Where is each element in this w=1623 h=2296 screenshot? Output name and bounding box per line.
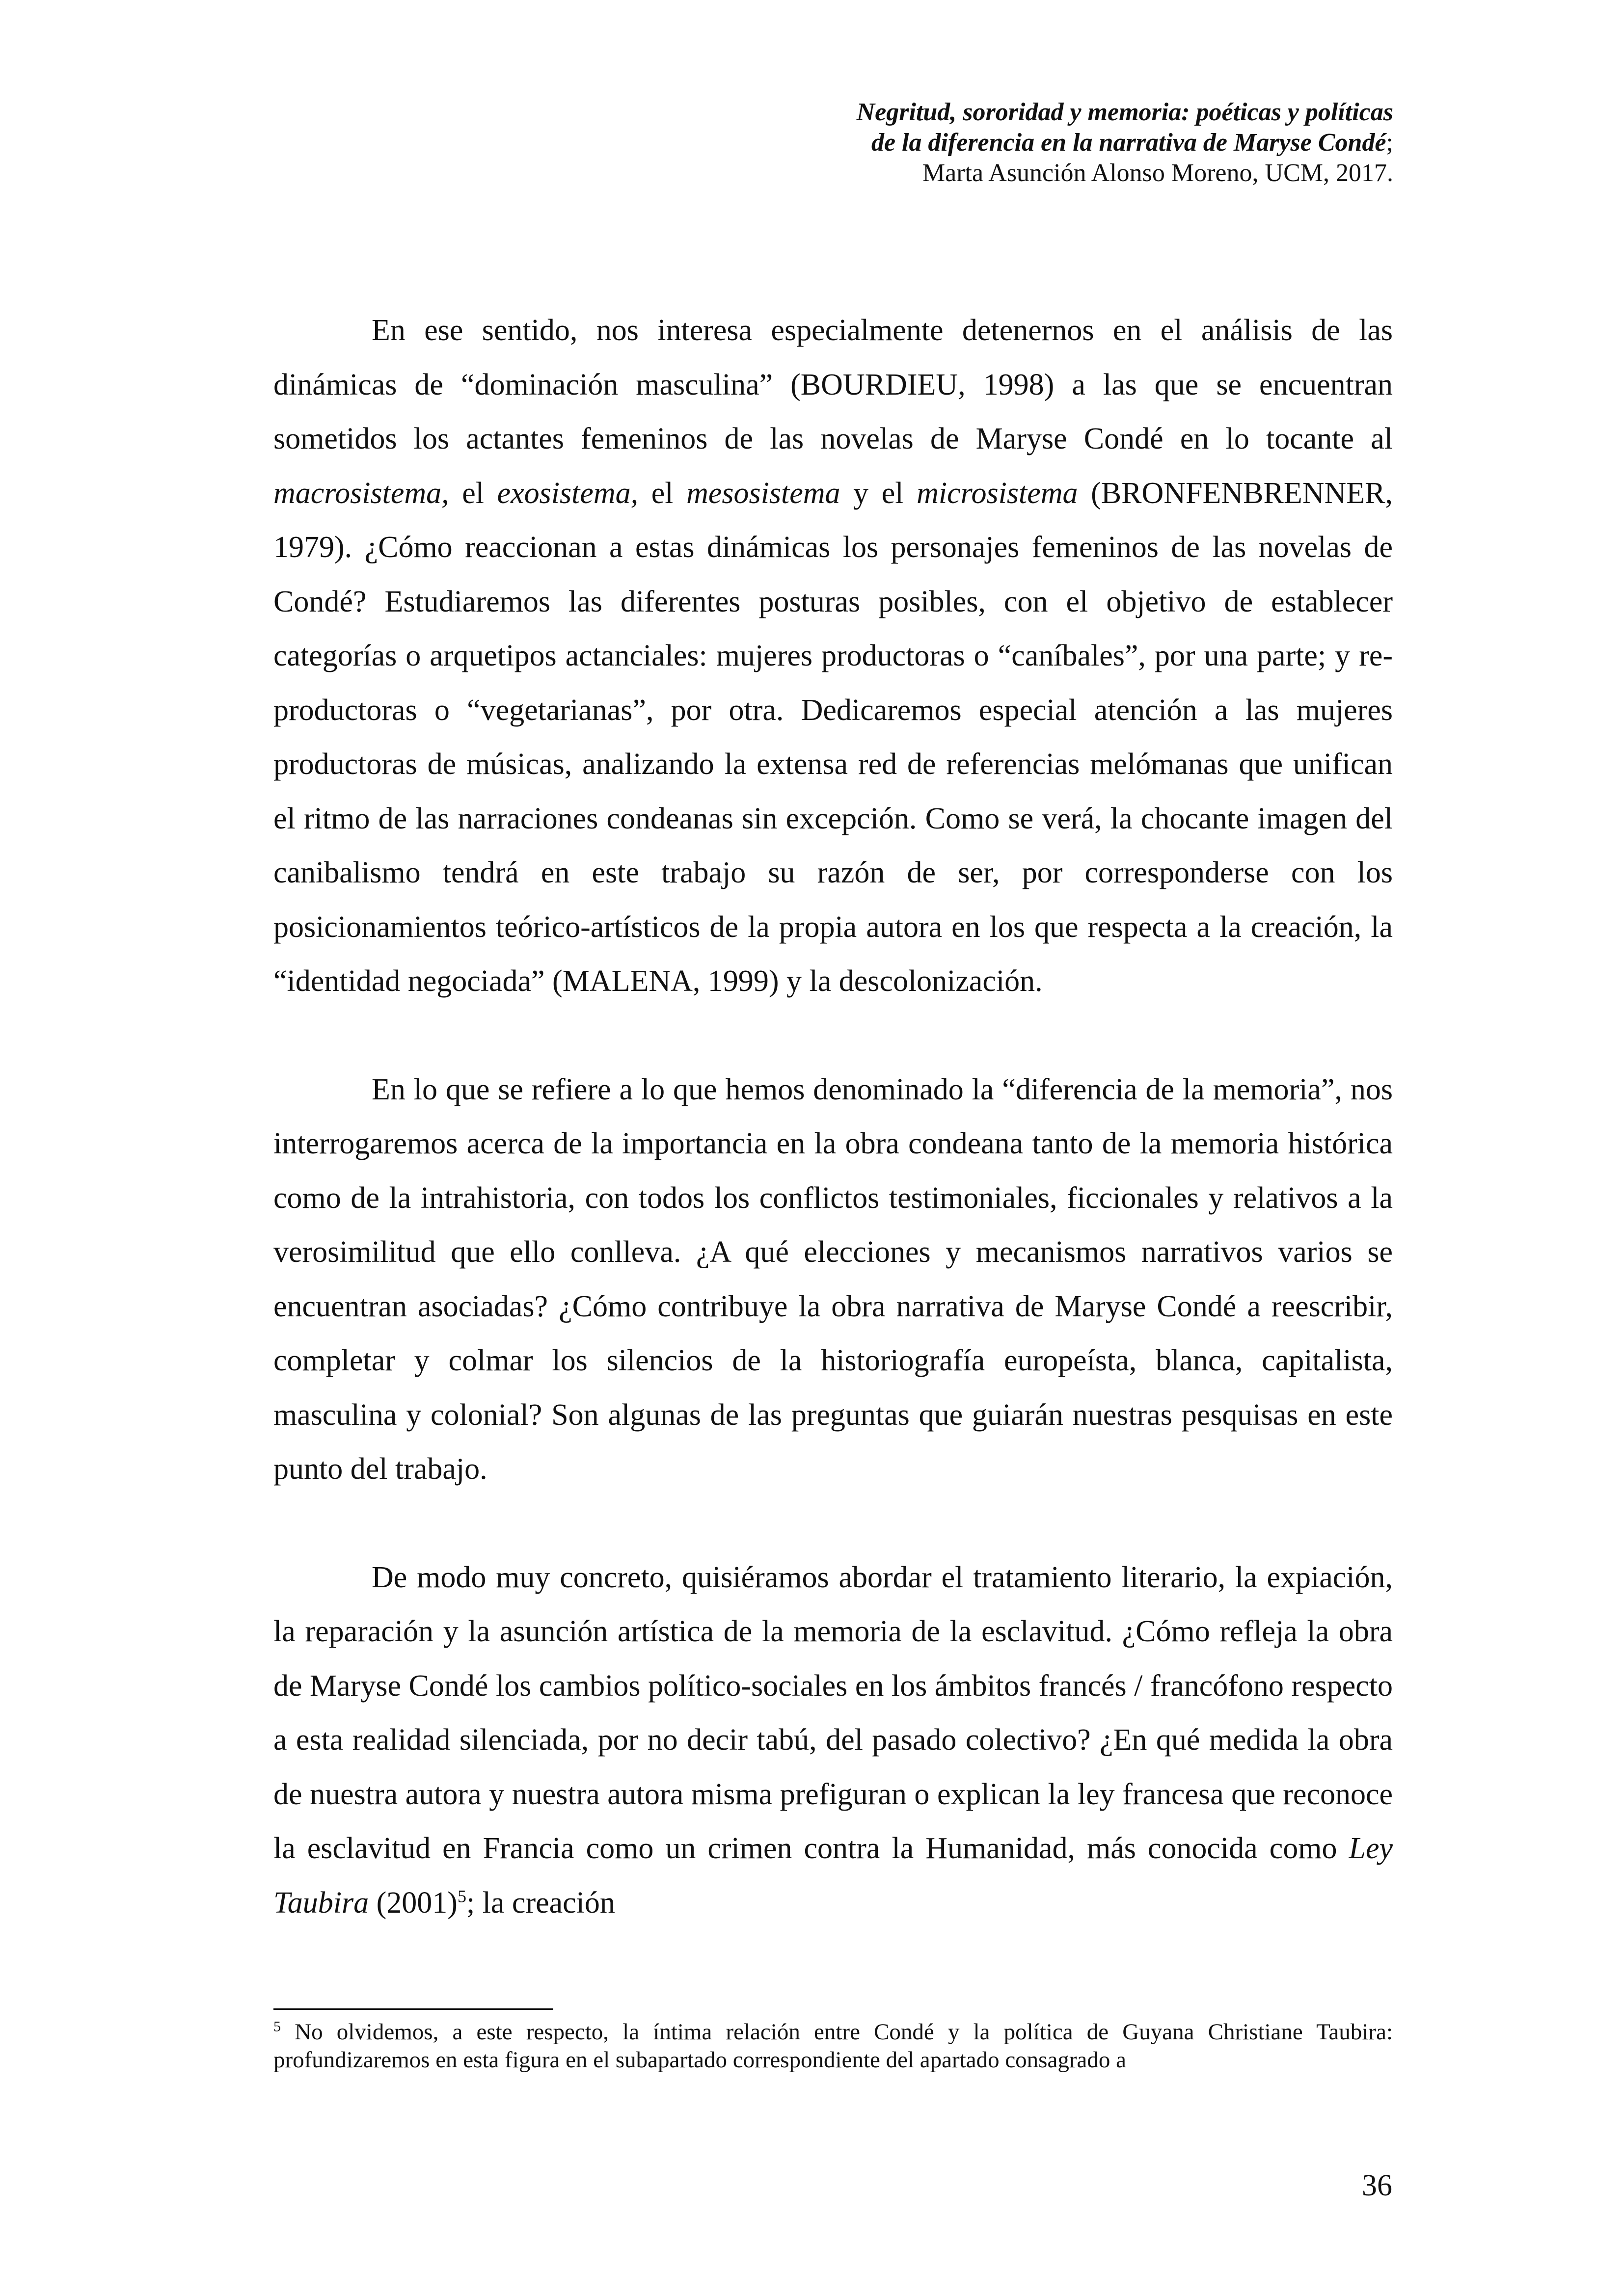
footnote-5: $^5$ No olvidemos, a este respecto, la íntima relación entre Condé y la política de Guyana Christiane Taubira: profundizaremos en esta figura en el subapartado correspondiente del apartado consagrado a bbox=[273, 2018, 1393, 2073]
footnote-reference[interactable]: 5 bbox=[457, 1886, 466, 1906]
footnote-marker: 5 bbox=[273, 2018, 281, 2035]
paragraph-2: En lo que se refiere a lo que hemos denominado la “diferencia de la memoria”, nos interrogaremos acerca de la importancia en la obra condeana tanto de la memoria histórica como de la intrahistoria, con todos los conflictos testimoniales, ficcionales y relativos a la verosimilitud que ello conlleva. ¿A qué elecciones y mecanismos narrativos varios se encuentran asociadas? ¿Cómo contribuye la obra narrativa de Maryse Condé a reescribir, completar y colmar los silencios de la historiografía europeísta, blanca, capitalista, masculina y colonial? Son algunas de las preguntas que guiarán nuestras pesquisas en este punto del trabajo. bbox=[273, 1072, 1393, 1486]
page-number: 36 bbox=[1362, 2169, 1392, 2202]
running-header bbox=[313, 97, 1393, 188]
header-title-line2: de la diferencia en la narrativa de Maryse Condé; bbox=[871, 129, 1393, 157]
header-title-line1: Negritud, sororidad y memoria: poéticas y políticas bbox=[856, 98, 1393, 126]
main-text bbox=[273, 303, 1393, 1930]
paragraph-1: En ese sentido, nos interesa especialmente detenernos en el análisis de las dinámicas de “dominación masculina” (BOURDIEU, 1998) a las que se encuentran sometidos los actantes femeninos de las novelas de Maryse Condé en lo tocante al macrosistema, el exosistema, el mesosistema y el microsistema (BRONFENBRENNER, 1979). ¿Cómo reaccionan a estas dinámicas los personajes femeninos de las novelas de Condé? Estudiaremos las diferentes posturas posibles, con el objetivo de establecer categorías o arquetipos actanciales: mujeres productoras o “caníbales”, por una parte; y re-productoras o “vegetarianas”, por otra. Dedicaremos especial atención a las mujeres productoras de músicas, analizando la extensa red de referencias melómanas que unifican el ritmo de las narraciones condeanas sin excepción. Como se verá, la chocante imagen del canibalismo tendrá en este trabajo su razón de ser, por corresponderse con los posicionamientos teórico-artísticos de la propia autora en los que respecta a la creación, la “identidad negociada” (MALENA, 1999) y la descolonización. bbox=[273, 314, 1393, 998]
paragraph-3: De modo muy concreto, quisiéramos abordar el tratamiento literario, la expiación, la reparación y la asunción artística de la memoria de la esclavitud. ¿Cómo refleja la obra de Maryse Condé los cambios político-sociales en los ámbitos francés / francófono respecto a esta realidad silenciada, por no decir tabú, del pasado colectivo? ¿En qué medida la obra de nuestra autora y nuestra autora misma prefiguran o explican la ley francesa que reconoce la esclavitud en Francia como un crimen contra la Humanidad, más conocida como Ley Taubira $(2001)^5$; la creación bbox=[273, 1560, 1393, 1920]
header-author-line: Marta Asunción Alonso Moreno, UCM, 2017. bbox=[922, 159, 1393, 187]
footnote-separator bbox=[273, 2008, 553, 2010]
